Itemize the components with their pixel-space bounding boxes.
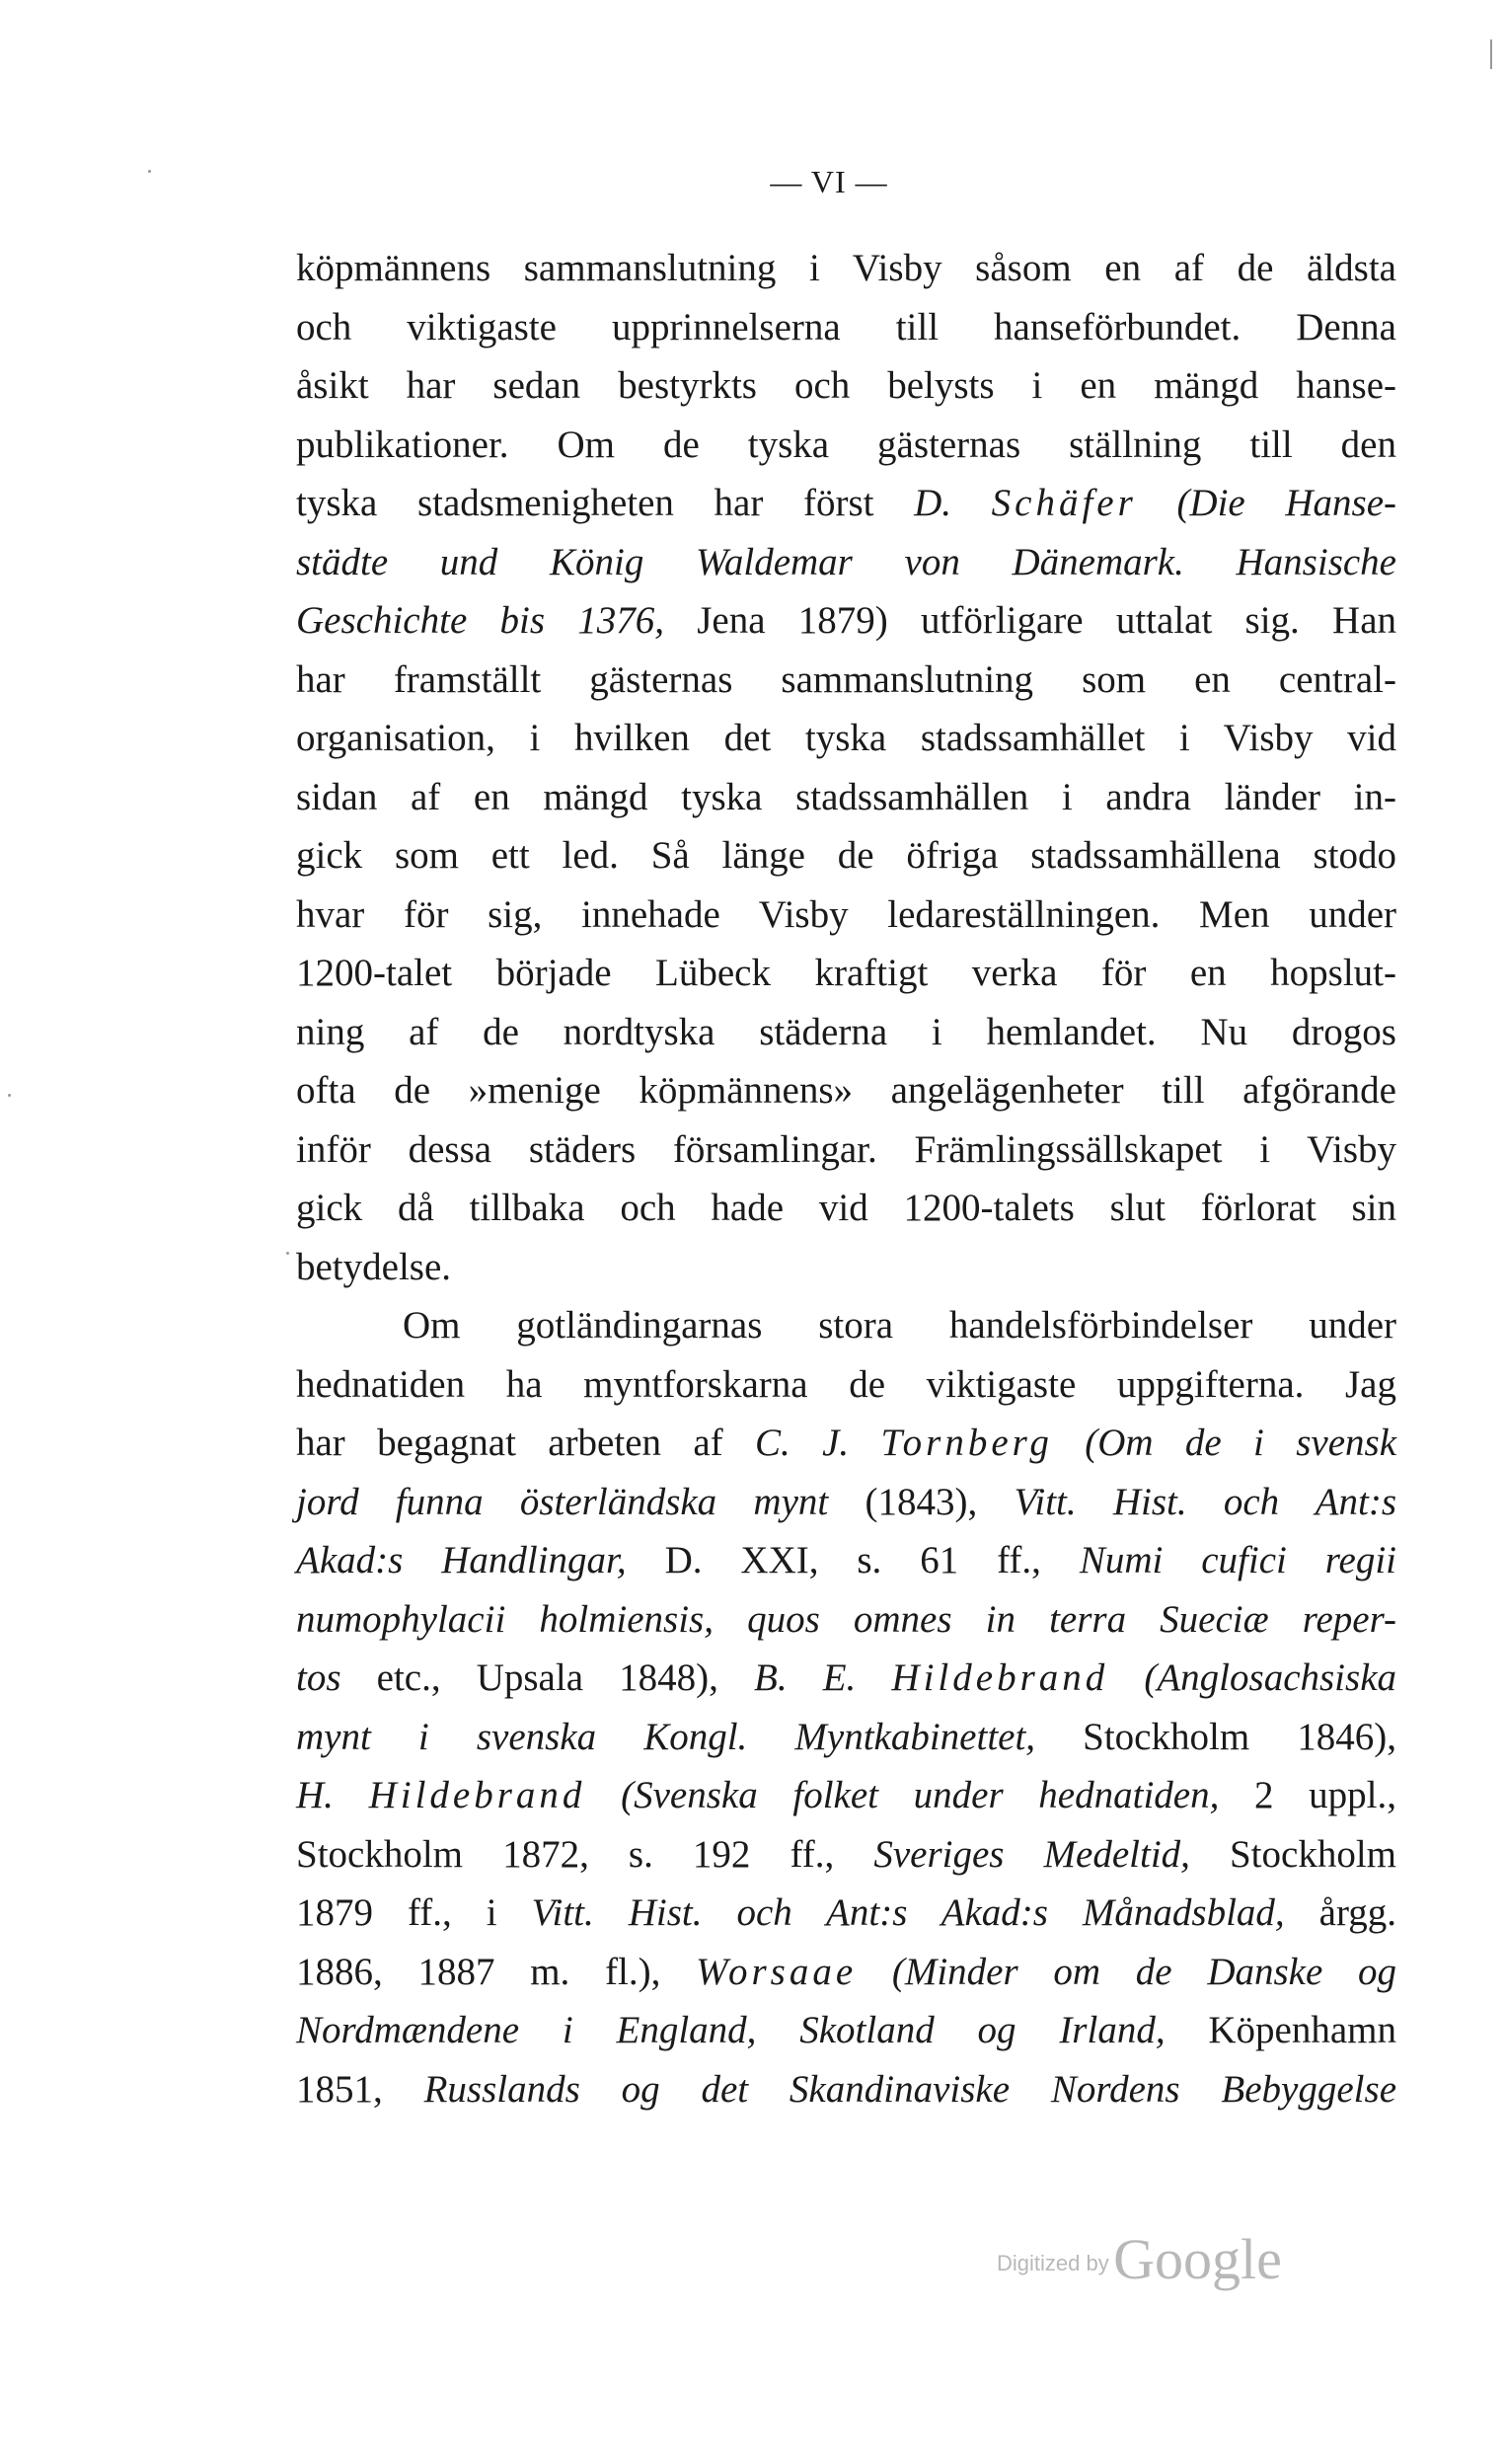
text-line: 1200-talet började Lübeck kraftigt verka för en hopslut-: [296, 952, 1396, 994]
scan-speck: [8, 1094, 11, 1097]
text-line: gick då tillbaka och hade vid 1200-talets slut förlorat sin: [296, 1187, 1396, 1229]
text-line: tos etc., Upsala 1848), B. E. Hildebrand (Anglosachsiska: [296, 1656, 1397, 1699]
text-line: hvar för sig, innehade Visby ledareställningen. Men under: [296, 892, 1396, 936]
text-line: har begagnat arbeten af C. J. Tornberg (Om de i svensk: [296, 1422, 1397, 1464]
watermark-small-text: Digitized by: [997, 2251, 1109, 2275]
body-text: [296, 239, 1396, 2118]
text-line: sidan af en mängd tyska stadssamhällen i andra länder in-: [296, 775, 1396, 818]
text-line: 1879 ff., i Vitt. Hist. och Ant:s Akad:s Månadsblad, årgg.: [296, 1891, 1397, 1934]
text-line: inför dessa städers församlingar. Främlingssällskapet i Visby: [296, 1127, 1396, 1171]
text-line: hednatiden ha myntforskarna de viktigaste uppgifterna. Jag: [296, 1362, 1396, 1406]
text-line: städte und König Waldemar von Dänemark. Hansische: [296, 540, 1396, 583]
text-line: ning af de nordtyska städerna i hemlandet. Nu drogos: [296, 1010, 1396, 1053]
scan-speck: [286, 1252, 289, 1255]
digitized-by-google-watermark: [997, 2226, 1282, 2292]
text-line: betydelse.: [296, 1245, 452, 1288]
text-line: numophylacii holmiensis, quos omnes in terra Sueciæ reper-: [296, 1597, 1396, 1641]
text-line: Akad:s Handlingar, D. XXI, s. 61 ff., Numi cufici regii: [296, 1539, 1397, 1581]
text-line: Nordmændene i England, Skotland og Irland, Köpenhamn: [296, 2009, 1397, 2051]
text-line: gick som ett led. Så länge de öfriga stadssamhällena stodo: [296, 834, 1396, 877]
scan-edge-mark: [1490, 39, 1492, 69]
text-line: köpmännens sammanslutning i Visby såsom en af de äldsta: [296, 247, 1396, 289]
text-line: jord funna österländska mynt (1843), Vitt. Hist. och Ant:s: [296, 1480, 1396, 1523]
text-line: mynt i svenska Kongl. Myntkabinettet, Stockholm 1846),: [296, 1715, 1396, 1758]
text-line: publikationer. Om de tyska gästernas ställning till den: [296, 423, 1396, 466]
text-line: Stockholm 1872, s. 192 ff., Sveriges Medeltid, Stockholm: [296, 1832, 1396, 1876]
text-line: åsikt har sedan bestyrkts och belysts i en mängd hanse-: [296, 364, 1396, 407]
text-line: och viktigaste upprinnelserna till hanseförbundet. Denna: [296, 305, 1396, 348]
text-line: har framställt gästernas sammanslutning som en central-: [296, 657, 1396, 701]
text-line: 1851, Russlands og det Skandinaviske Nordens Bebyggelse: [296, 2067, 1397, 2111]
page-number: — VI —: [770, 164, 888, 199]
scan-speck: [148, 170, 151, 173]
text-line: tyska stadsmenigheten har först D. Schäfer (Die Hanse-: [296, 482, 1397, 524]
text-line: ofta de »menige köpmännens» angelägenheter till afgörande: [296, 1069, 1396, 1112]
watermark-logo-text: Google: [1113, 2227, 1282, 2291]
text-line: organisation, i hvilken det tyska stadssamhället i Visby vid: [296, 717, 1396, 759]
text-line: Geschichte bis 1376, Jena 1879) utförligare uttalat sig. Han: [296, 599, 1397, 642]
text-line: Om gotländingarnas stora handelsförbindelser under: [403, 1304, 1396, 1347]
text-line: 1886, 1887 m. fl.), Worsaae (Minder om de Danske og: [296, 1950, 1397, 1993]
text-line: H. Hildebrand (Svenska folket under hednatiden, 2 uppl.,: [296, 1774, 1397, 1816]
